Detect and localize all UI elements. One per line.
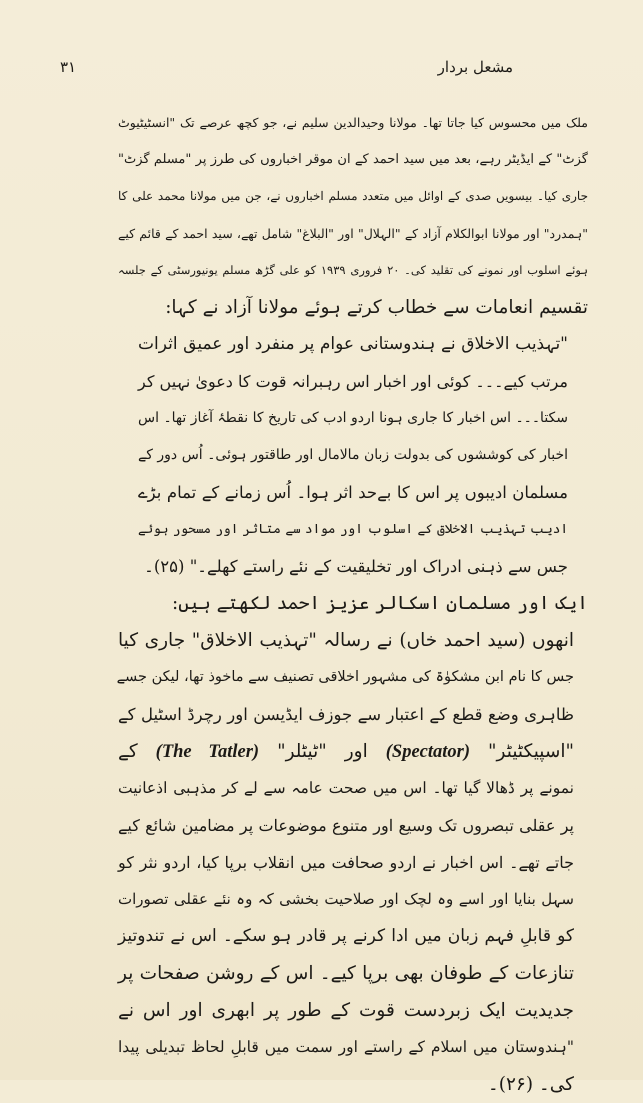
quote-line: ظاہری وضع قطع کے اعتبار سے جوزف ایڈیسن اور رچرڈ اسٹیل کے <box>118 705 574 724</box>
tatler-urdu: "ٹیٹلر" <box>277 741 327 762</box>
quote-line: کو قابلِ فہم زبان میں ادا کرنے پر قادر ہو سکے۔ اس نے تندوتیز <box>118 926 574 946</box>
block-quote-azad <box>118 326 588 585</box>
text-line: جاری کیا۔ بیسویں صدی کے اوائل میں متعدد مسلم اخباروں نے، جن میں مولانا محمد علی کا <box>118 189 588 203</box>
paragraph-1 <box>118 104 588 326</box>
spectator-english: (Spectator) <box>385 742 471 762</box>
page-body <box>118 104 588 1103</box>
conjunction: اور <box>344 741 368 762</box>
intro-line: ایک اور مسلمان اسکالر عزیز احمد لکھتے ہیں: <box>172 593 588 614</box>
text-line: ہوئے اسلوب اور نمونے کی تقلید کی۔ ۲۰ فروری ۱۹۳۹ کو علی گڑھ مسلم یونیورسٹی کے جلسہ <box>118 263 588 277</box>
quote-line: مرتب کیے۔۔۔ کوئی اور اخبار اس رہبرانہ قوت کا دعویٰ نہیں کر <box>137 372 568 391</box>
quote-line: تنازعات کے طوفان بھی برپا کیے۔ اس کے روشن صفحات پر <box>118 963 574 984</box>
quote-line: جس سے ذہنی ادراک اور تخلیقیت کے نئے راستے کھلے۔" (۲۵)۔ <box>144 557 568 576</box>
tatler-english: (The Tatler) <box>155 742 260 762</box>
text-line: "ہمدرد" اور مولانا ابوالکلام آزاد کے "الہلال" اور "البلاغ" شامل تھے، سید احمد کے قائم کیے <box>118 226 588 241</box>
quote-line: "تہذیب الاخلاق نے ہندوستانی عوام پر منفرد اور عمیق اثرات <box>138 334 568 354</box>
quote-line: جاتے تھے۔ اس اخبار نے اردو صحافت میں انقلاب برپا کیا، اردو نثر کو <box>118 853 574 872</box>
page-number: ۳۱ <box>60 58 77 76</box>
quote-line: انھوں (سید احمد خاں) نے رسالہ "تہذیب الاخلاق" جاری کیا <box>118 630 574 651</box>
quote-line: اخبار کی کوششوں کی بدولت زبان مالامال اور طاقتور ہوئی۔ اُس دور کے <box>138 447 568 463</box>
spectator-urdu: "اسپیکٹیٹر" <box>488 741 575 762</box>
block-quote-aziz-ahmad <box>118 622 588 1103</box>
quote-line-mixed <box>118 733 574 770</box>
quote-line: کی۔ (۲۶)۔ <box>487 1074 574 1095</box>
quote-line: "ہندوستان میں اسلام کے راستے اور سمت میں قابلِ لحاظ تبدیلی پیدا <box>118 1038 574 1056</box>
text-line: تقسیم انعامات سے خطاب کرتے ہوئے مولانا آزاد نے کہا: <box>165 297 588 318</box>
quote-line: مسلمان ادیبوں پر اس کا بےحد اثر ہوا۔ اُس زمانے کے تمام بڑے <box>138 483 568 502</box>
quote-line: ادیب تہذیب الاخلاق کے اسلوب اور مواد سے متاثر اور مسحور ہوئے <box>138 522 568 537</box>
quote-line: جدیدیت ایک زبردست قوت کے طور پر ابھری اور اس نے <box>118 1000 574 1021</box>
quote-line: سکتا۔۔۔ اس اخبار کا جاری ہونا اردو ادب کی تاریخ کا نقطۂ آغاز تھا۔ اس <box>138 410 568 426</box>
running-head: مشعل بردار <box>437 58 513 76</box>
quote-line: سہل بنایا اور اسے وہ لچک اور صلاحیت بخشی کہ وہ نئے عقلی تصورات <box>118 890 574 908</box>
text-line: گزٹ" کے ایڈیٹر رہے، بعد میں سید احمد کے ان موقر اخباروں کی طرز پر "مسلم گزٹ" <box>118 152 588 167</box>
postposition: کے <box>118 741 138 762</box>
text-line: ملک میں محسوس کیا جاتا تھا۔ مولانا وحیدالدین سلیم نے، جو کچھ عرصے تک "انسٹیٹیوٹ <box>118 115 588 130</box>
quote-line: نمونے پر ڈھالا گیا تھا۔ اس میں صحت عامہ سے لے کر مذہبی اذعانیت <box>118 779 574 797</box>
quote-line: پر عقلی تبصروں تک وسیع اور متنوع موضوعات پر مضامین شائع کیے <box>118 816 574 835</box>
quote-line: جس کا نام ابن مشکوٰۃ کی مشہور اخلاقی تصنیف سے ماخوذ تھا، لیکن جسے <box>116 669 574 685</box>
page-header <box>60 52 513 82</box>
